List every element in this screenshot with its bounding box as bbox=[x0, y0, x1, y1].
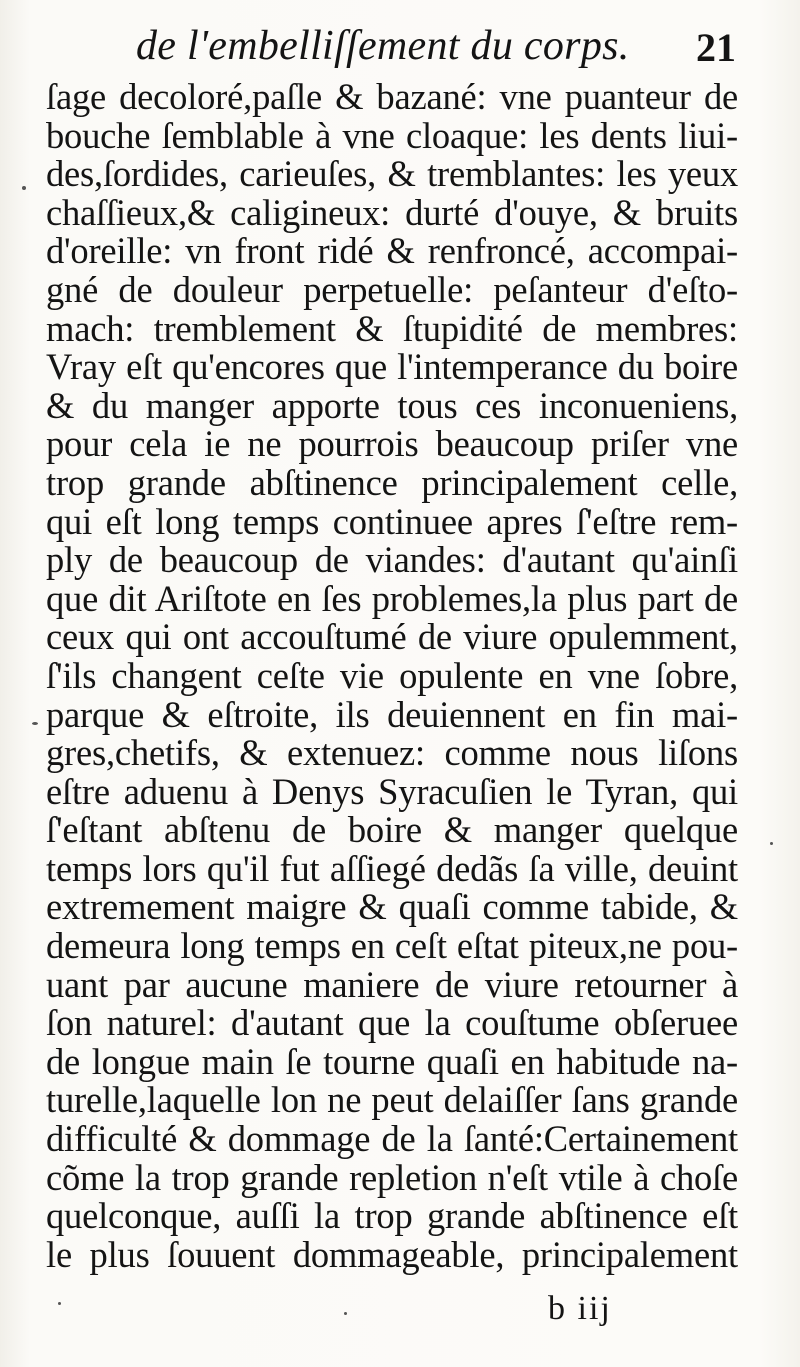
text-line: parque & eſtroite, ils deuiennent en fin mai- bbox=[46, 693, 738, 735]
text-line: trop grande abſtinence principalement celle, bbox=[46, 461, 738, 503]
text-line: des,ſordides, carieuſes, & tremblantes: les yeux bbox=[46, 153, 738, 195]
text-line: ſ'ils changent ceſte vie opulente en vne ſobre, bbox=[46, 654, 738, 696]
text-line: temps lors qu'il fut aſſiegé dedãs ſa ville, deuint bbox=[46, 847, 738, 889]
text-line: chaſſieux,& caligineux: durté d'ouye, & bruits bbox=[46, 191, 738, 233]
ink-speck bbox=[344, 1312, 347, 1315]
text-line: ſ'eſtant abſtenu de boire & manger quelque bbox=[46, 809, 738, 851]
text-line: Vray eſt qu'encores que l'intemperance du boire bbox=[46, 346, 738, 388]
body-text bbox=[46, 78, 738, 1274]
text-line: cõme la trop grande repletion n'eſt vtile à choſe bbox=[46, 1156, 738, 1198]
text-line: extremement maigre & quaſi comme tabide, & bbox=[46, 886, 738, 928]
ink-speck bbox=[58, 1302, 61, 1305]
text-line: ſon naturel: d'autant que la couſtume obſeruee bbox=[46, 1002, 738, 1044]
text-line: quelconque, auſſi la trop grande abſtinence eſt bbox=[46, 1195, 738, 1237]
text-line: d'oreille: vn front ridé & renfroncé, accompai- bbox=[46, 230, 738, 272]
text-line: pour cela ie ne pourrois beaucoup priſer vne bbox=[46, 423, 738, 465]
text-line: ſage decoloré,paſle & bazané: vne puanteur de bbox=[46, 76, 738, 117]
running-head: de l'embelliſſement du corps. bbox=[136, 23, 630, 69]
text-line: eſtre aduenu à Denys Syracuſien le Tyran, qui bbox=[46, 770, 738, 812]
text-line: uant par aucune maniere de viure retourner à bbox=[46, 963, 738, 1005]
text-line: ceux qui ont accouſtumé de viure opulemment, bbox=[46, 616, 738, 658]
text-line: bouche ſemblable à vne cloaque: les dents liui- bbox=[46, 114, 738, 156]
text-line: gné de douleur perpetuelle: peſanteur d'eſto- bbox=[46, 268, 738, 310]
text-line: de longue main ſe tourne quaſi en habitude na- bbox=[46, 1040, 738, 1082]
text-line: turelle,laquelle lon ne peut delaiſſer ſans grande bbox=[46, 1079, 738, 1121]
text-line: que dit Ariſtote en ſes problemes,la plus part de bbox=[46, 577, 738, 619]
ink-speck bbox=[22, 186, 26, 190]
text-line: & du manger apporte tous ces inconueniens, bbox=[46, 384, 738, 426]
text-line: qui eſt long temps continuee apres ſ'eſtre rem- bbox=[46, 500, 738, 542]
text-line: demeura long temps en ceſt eſtat piteux,ne pou- bbox=[46, 925, 738, 967]
signature-mark: b iij bbox=[548, 1290, 612, 1327]
text-line: difficulté & dommage de la ſanté:Certainement bbox=[46, 1118, 738, 1160]
page-number: 21 bbox=[696, 25, 736, 70]
text-line: le plus ſouuent dommageable, principalement bbox=[46, 1233, 738, 1275]
page-header bbox=[136, 18, 736, 74]
text-line: ply de beaucoup de viandes: d'autant qu'ainſi bbox=[46, 539, 738, 581]
ink-speck bbox=[32, 722, 38, 725]
text-line: mach: tremblement & ſtupidité de membres: bbox=[46, 307, 738, 349]
ink-speck bbox=[770, 842, 773, 845]
text-line: gres,chetifs, & extenuez: comme nous liſons bbox=[46, 732, 738, 774]
